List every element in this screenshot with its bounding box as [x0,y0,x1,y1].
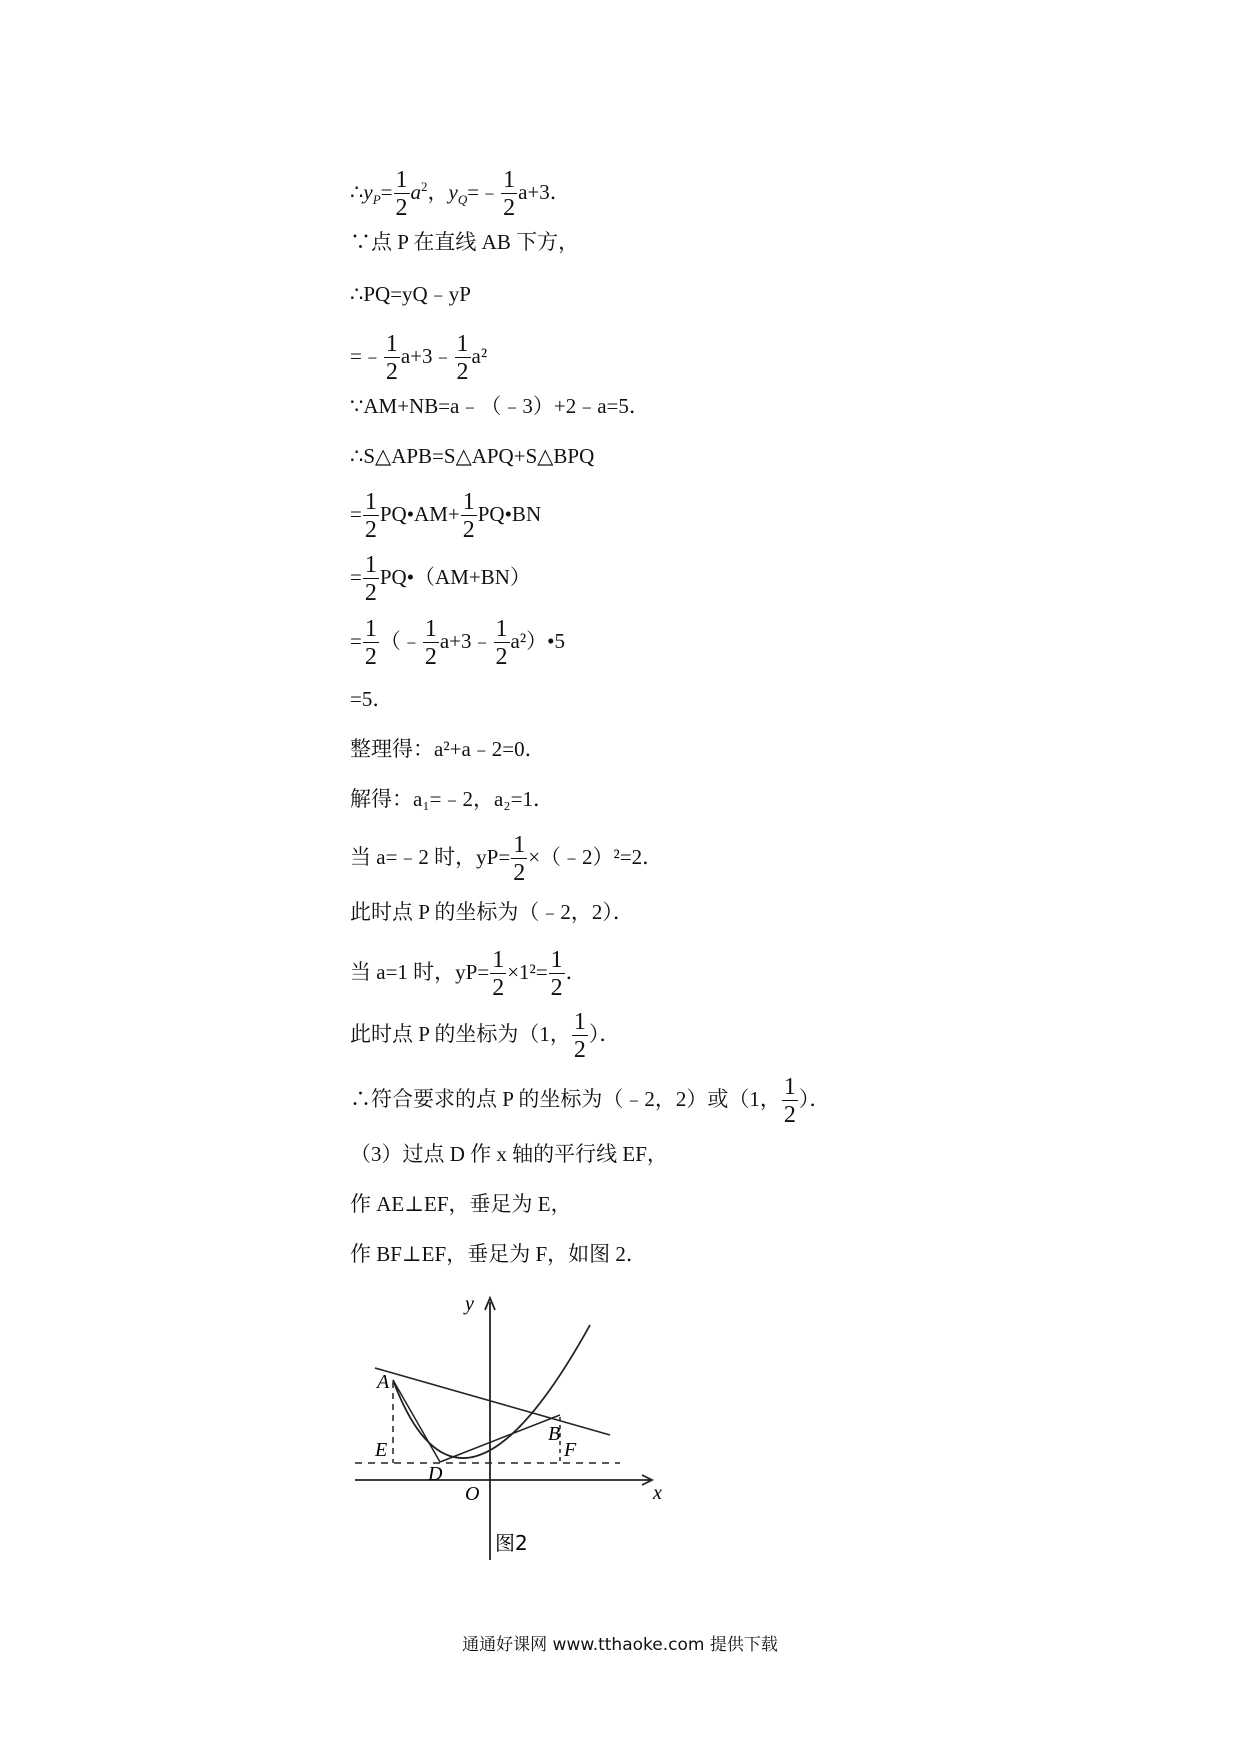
figure-2 [350,1290,670,1565]
equation-line: ∴符合要求的点 P 的坐标为（﹣2，2）或（1， $\frac{1}{2}$ ）． [350,1074,831,1128]
segment-ad [393,1380,440,1462]
segment-db [440,1415,560,1462]
equation-line: = $\frac{1}{2}$ PQ•AM+ $\frac{1}{2}$ PQ•BN [350,489,542,543]
equation-line: 当 a=1 时，yP= $\frac{1}{2}$ ×1²= $\frac{1}{2}$ ． [350,947,587,1001]
label-x: x [653,1482,662,1504]
equation-line: 此时点 P 的坐标为（1， $\frac{1}{2}$ ）． [350,1009,621,1063]
text-line: 整理得：a²+a﹣2=0． [350,737,546,761]
label-y: y [465,1293,474,1315]
text-line: ∴S△APB=S△APQ+S△BPQ [350,444,595,468]
figure-caption: 图2 [495,1531,528,1555]
line-ab [375,1368,610,1435]
text-line: 解得：a₁=﹣2，a₂=1． [350,787,554,811]
parabola [393,1325,590,1458]
equation-line: =﹣ $\frac{1}{2}$ a+3﹣ $\frac{1}{2}$ a² [350,331,488,385]
equation-line: 当 a=﹣2 时，yP= $\frac{1}{2}$ ×（﹣2）²=2． [350,832,664,886]
text-line: 作 AE⊥EF，垂足为 E， [350,1192,572,1216]
text-line: （3）过点 D 作 x 轴的平行线 EF， [350,1142,668,1166]
text-line: ∴PQ=yQ﹣yP [350,282,471,306]
text-line: 作 BF⊥EF，垂足为 F，如图 2． [350,1242,647,1266]
equation-yp-yq: $\therefore y_P=$ $\frac{1}{2}$ $a^2$，$y_Q=﹣$ $\frac{1}{2}$ a+3． [350,167,571,221]
text-line: 此时点 P 的坐标为（﹣2，2）． [350,900,634,924]
label-a: A [377,1371,390,1393]
equation-line: = $\frac{1}{2}$ （﹣ $\frac{1}{2}$ a+3﹣ $\frac{1}{2}$ a²）•5 [350,616,565,670]
equation-line: = $\frac{1}{2}$ PQ•（AM+BN） [350,552,531,606]
geometry-diagram [350,1290,670,1560]
text-line: ∵点 P 在直线 AB 下方， [350,230,580,254]
label-o: O [465,1483,480,1505]
page-footer: 通通好课网 www.tthaoke.com 提供下载 [462,1635,778,1655]
label-d: D [428,1463,443,1485]
text-line: =5． [350,687,394,711]
label-e: E [375,1439,388,1461]
text-line: ∵AM+NB=a﹣（﹣3）+2﹣a=5． [350,394,650,418]
label-f: F [564,1439,577,1461]
label-b: B [548,1423,561,1445]
